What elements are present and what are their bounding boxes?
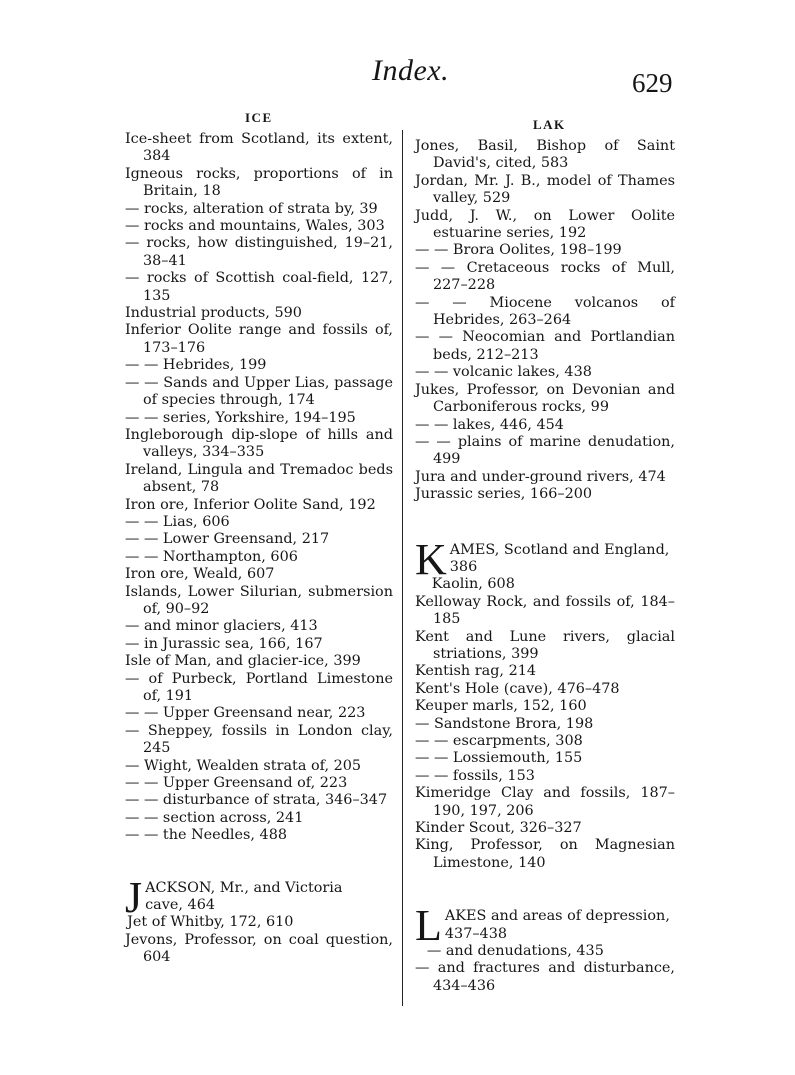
section-k-first-line: AMES, Scotland and England, — [449, 541, 670, 558]
dropcap-l: L — [415, 901, 442, 951]
index-entry: — — volcanic lakes, 438 — [415, 364, 592, 381]
index-entry: Jones, Basil, Bishop of Saint David's, cited, 583 — [415, 138, 675, 172]
index-entry: — Sandstone Brora, 198 — [415, 715, 594, 732]
index-entry: — Sheppey, fossils in London clay, 245 — [125, 722, 393, 757]
index-entry: Keuper marls, 152, 160 — [415, 698, 587, 715]
dropcap-j: J — [125, 872, 143, 922]
index-entry: — — lakes, 446, 454 — [415, 416, 564, 433]
index-entry: Igneous rocks, proportions of in Britain, 18 — [125, 165, 393, 200]
index-entry: Islands, Lower Silurian, submersion of, 90–92 — [125, 583, 393, 617]
index-entry: — rocks, how distinguished, 19–21, 38–41 — [125, 235, 393, 269]
page-title: Index. — [372, 54, 450, 87]
index-entry: — rocks of Scottish coal-field, 127, 135 — [125, 270, 393, 304]
index-entry: — — the Needles, 488 — [125, 827, 288, 844]
index-entry: — — series, Yorkshire, 194–195 — [125, 409, 356, 426]
index-entry: Kinder Scout, 326–327 — [415, 820, 582, 837]
index-entry: Jurassic series, 166–200 — [415, 486, 593, 503]
index-entry: King, Professor, on Magnesian Limestone, 140 — [415, 837, 675, 871]
index-entry: — and minor glaciers, 413 — [125, 618, 318, 635]
index-entry: — — Lias, 606 — [125, 513, 230, 530]
section-j-rest: cave, 464 — [145, 897, 216, 914]
index-entry: Kentish rag, 214 — [415, 663, 537, 680]
index-entry: Kelloway Rock, and fossils of, 184–185 — [415, 593, 675, 628]
index-entry: — — Northampton, 606 — [125, 548, 298, 565]
index-entry: Jevons, Professor, on coal question, 604 — [125, 931, 393, 966]
index-entry: — — escarpments, 308 — [415, 733, 583, 749]
index-entry: — and denudations, 435 — [426, 943, 604, 960]
index-entry: — Wight, Wealden strata of, 205 — [125, 757, 362, 774]
section-j-first-entry — [125, 872, 393, 922]
index-entry: — rocks and mountains, Wales, 303 — [125, 218, 385, 235]
index-entry: Iron ore, Inferior Oolite Sand, 192 — [125, 496, 376, 513]
index-entry: — — Lower Greensand, 217 — [125, 531, 330, 548]
section-j-first-line: ACKSON, Mr., and Victoria — [145, 879, 343, 896]
index-entry: Judd, J. W., on Lower Oolite estuarine series, 192 — [415, 207, 675, 242]
index-entry: Jet of Whitby, 172, 610 — [127, 914, 294, 931]
index-entry: — — Sands and Upper Lias, passage of species through, 174 — [125, 374, 393, 409]
index-entry: — of Purbeck, Portland Limestone of, 191 — [125, 670, 393, 704]
index-entry: Ice-sheet from Scotland, its extent, 384 — [125, 131, 393, 165]
index-entry: Inferior Oolite range and fossils of, 173–176 — [125, 322, 393, 356]
index-entry: — — Hebrides, 199 — [125, 357, 267, 374]
index-entry: Kent's Hole (cave), 476–478 — [415, 680, 620, 697]
index-entry: — — Brora Oolites, 198–199 — [415, 242, 622, 259]
index-entry: — — Cretaceous rocks of Mull, 227–228 — [415, 259, 675, 294]
section-k-rest: 386 — [449, 558, 478, 575]
index-entry: — — section across, 241 — [125, 809, 304, 826]
index-entry: Industrial products, 590 — [125, 305, 302, 322]
index-entry: Kent and Lune rivers, glacial striations, 399 — [415, 628, 675, 662]
index-entry: Isle of Man, and glacier-ice, 399 — [125, 653, 361, 670]
section-l-first-line: AKES and areas of depression, — [444, 908, 670, 925]
index-entry: — and fractures and disturbance, 434–436 — [415, 960, 675, 994]
left-column — [125, 131, 393, 967]
index-entry: Kimeridge Clay and fossils, 187–190, 197, 206 — [415, 785, 675, 819]
index-entry: Ireland, Lingula and Tremadoc beds absent, 78 — [125, 461, 393, 496]
index-entry: — — Miocene volcanos of Hebrides, 263–264 — [415, 294, 675, 329]
index-entry: — — Neocomian and Portlandian beds, 212–213 — [415, 329, 675, 363]
section-l-rest: 437–438 — [444, 925, 508, 942]
index-entry: — — Lossiemouth, 155 — [415, 750, 583, 767]
section-k-first-entry — [415, 534, 675, 584]
section-l-first-entry — [415, 901, 675, 951]
index-entry: — — plains of marine denudation, 499 — [415, 433, 675, 468]
dropcap-k: K — [415, 534, 447, 584]
page-number: 629 — [632, 68, 673, 98]
right-column — [415, 138, 675, 995]
index-entry: Jukes, Professor, on Devonian and Carboniferous rocks, 99 — [415, 381, 675, 416]
index-entry: Iron ore, Weald, 607 — [125, 566, 275, 583]
index-entry: Jordan, Mr. J. B., model of Thames valley, 529 — [415, 172, 675, 207]
index-entry: Jura and under-ground rivers, 474 — [415, 468, 666, 485]
index-entry: — rocks, alteration of strata by, 39 — [125, 200, 378, 217]
left-column-heading: ICE — [245, 110, 273, 125]
index-entry: — in Jurassic sea, 166, 167 — [125, 635, 323, 652]
index-entry: — — disturbance of strata, 346–347 — [125, 792, 388, 809]
index-entry: Ingleborough dip-slope of hills and valleys, 334–335 — [125, 426, 393, 461]
index-entry: Kaolin, 608 — [431, 576, 515, 593]
index-entry: — — fossils, 153 — [415, 767, 535, 784]
index-entry: — — Upper Greensand near, 223 — [125, 705, 366, 722]
column-divider — [402, 130, 403, 1006]
right-column-heading: LAK — [533, 117, 566, 132]
index-entry: — — Upper Greensand of, 223 — [125, 775, 348, 792]
